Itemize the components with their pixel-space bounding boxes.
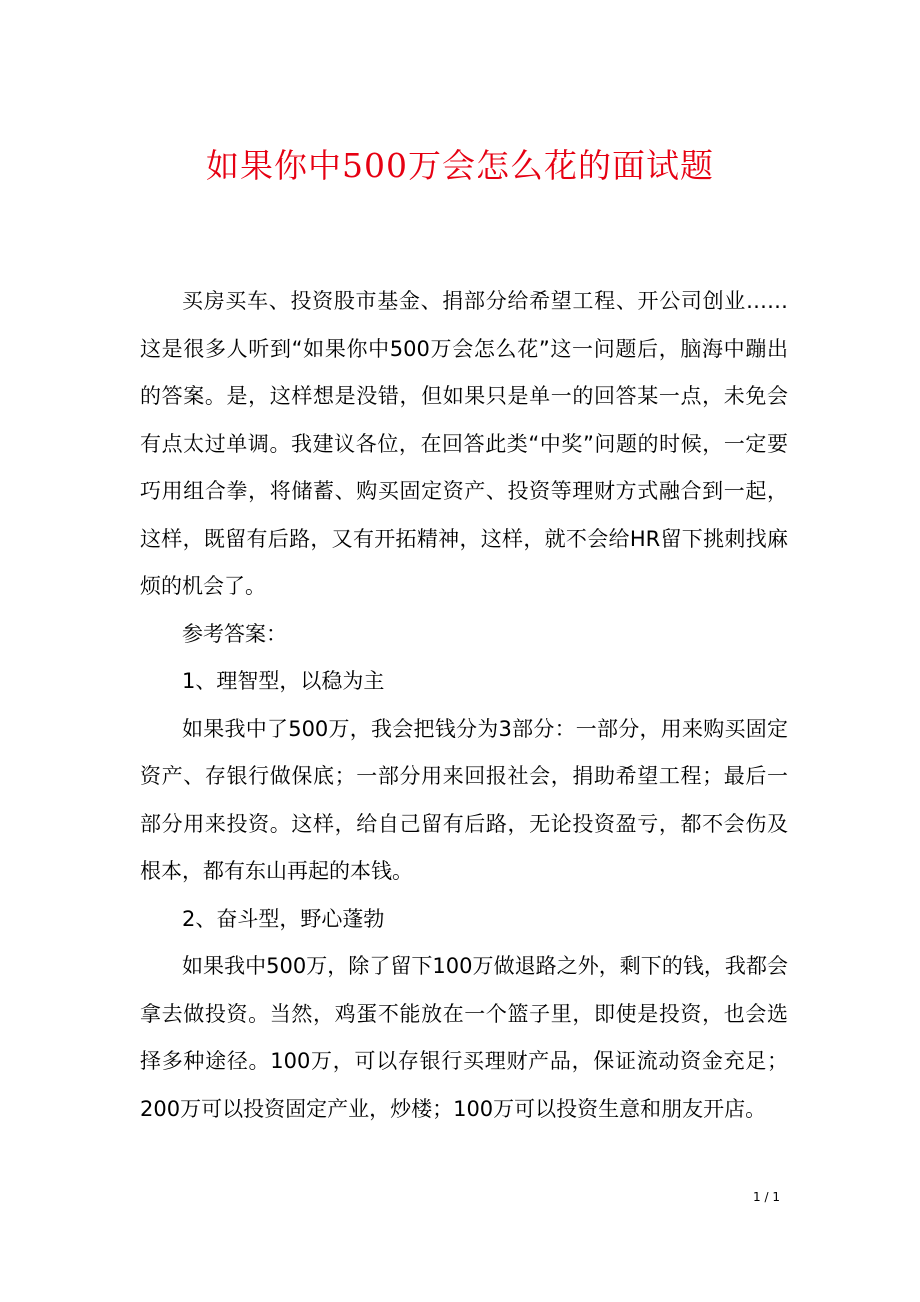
paragraph-type-2-body: 如果我中500万，除了留下100万做退路之外，剩下的钱，我都会拿去做投资。当然，鸡蛋不能放在一个篮子里，即使是投资，也会选择多种途径。100万，可以存银行买理财产品，保证流动资金充足；200万可以投资固定产业，炒楼；100万可以投资生意和朋友开店。 bbox=[140, 954, 788, 1121]
paragraph-reference-heading: 参考答案： bbox=[182, 621, 287, 646]
document-title: 如果你中500万会怎么花的面试题 bbox=[206, 146, 714, 185]
page-number: 1 / 1 bbox=[753, 1190, 780, 1204]
paragraph-type-2-heading: 2、奋斗型，野心蓬勃 bbox=[182, 906, 385, 931]
paragraph-intro: 买房买车、投资股市基金、捐部分给希望工程、开公司创业……这是很多人听到“如果你中500万会怎么花”这一问题后，脑海中蹦出的答案。是，这样想是没错，但如果只是单一的回答某一点，未免会有点太过单调。我建议各位，在回答此类“中奖”问题的时候，一定要巧用组合拳，将储蓄、购买固定资产、投资等理财方式融合到一起，这样，既留有后路，又有开拓精神，这样，就不会给HR留下挑刺找麻烦的机会了。 bbox=[140, 289, 788, 598]
document-body bbox=[140, 278, 788, 1133]
paragraph-type-1-heading: 1、理智型，以稳为主 bbox=[182, 669, 385, 693]
paragraph-type-1-body: 如果我中了500万，我会把钱分为3部分：一部分，用来购买固定资产、存银行做保底；一部分用来回报社会，捐助希望工程；最后一部分用来投资。这样，给自己留有后路，无论投资盈亏，都不会伤及根本，都有东山再起的本钱。 bbox=[140, 716, 788, 883]
